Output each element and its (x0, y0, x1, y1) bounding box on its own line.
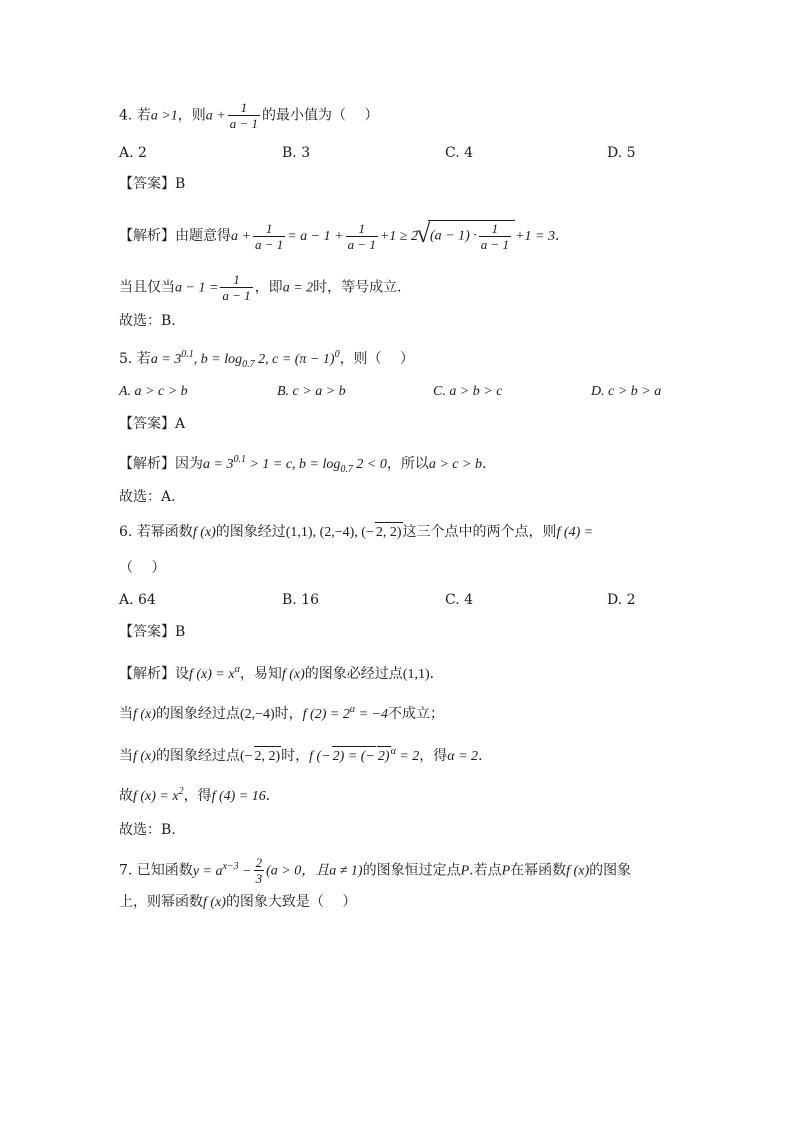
q4-analysis-frac-1-den: a − 1 (254, 236, 284, 252)
q4-cond-frac-num: 1 (220, 272, 252, 288)
q5-analysis-mid: ，所以 (386, 456, 429, 472)
q6-a4-expr: f $(x) = x^2$ (133, 786, 184, 804)
q6-a3-text2: 的图象经过点 (155, 748, 240, 764)
q6-analysis-line-3: 当f (x)的图象经过点(− 2, 2)时，f (− 2) = (− 2)$^\alpha$ = 2，得α = 2． (119, 742, 492, 767)
q6-stem-points-b: 2, 2) (375, 522, 403, 543)
q6-a2-fx: f (x) (133, 707, 156, 722)
q5-analysis-expr: $a = 3^{0.1} > 1 = c$, $b = \log_{0.7} 2 < 0$ (203, 454, 387, 475)
q7-stem-text3: 在幂函数 (510, 862, 567, 879)
q6-a4-text1: 故 (119, 788, 133, 804)
q7-stem-minus: − (238, 863, 252, 879)
q5-analysis-period: ． (481, 456, 496, 472)
q4-analysis-sqrt (418, 220, 515, 252)
q4-cond-mid: ，即 (254, 279, 283, 296)
q7-line2-text2: 的图象大致是（ ） (225, 894, 357, 910)
q4-stem-mid: ，则 (177, 107, 206, 124)
q4-analysis-expr-2: = a − 1 + (287, 229, 344, 244)
q7-stem-cond: (a > 0，且 (266, 863, 330, 879)
q6-stem-prefix: 6. 若幂函数 (119, 524, 193, 540)
q4-option-d: D. 5 (607, 145, 636, 161)
q4-condition (119, 272, 411, 303)
q5-analysis-label: 【解析】 (119, 456, 175, 472)
q4-analysis-frac-1-num: 1 (253, 221, 285, 237)
q6-a2-expr-text2: = −4 (355, 707, 388, 722)
q4-analysis-expr-4: +1 = 3 (515, 229, 555, 244)
q4-frac-den: a − 1 (229, 116, 258, 131)
q6-a2-expr-text: f (2) = 2 (302, 707, 350, 722)
q6-a1-text2: ，易知 (239, 666, 282, 682)
q6-analysis-line-2 (119, 700, 444, 725)
q7-stem-line-1 (119, 855, 631, 886)
q6-a1-text1: 设 (175, 666, 189, 682)
q6-a2-expr: f $(2) = 2^\alpha = -4$ (302, 704, 388, 722)
q5-stem-expr: $a = 3^{0.1}$, $b = \log_{0.7} 2$, $c = (\pi - 1)^0$ (150, 349, 340, 370)
q6-a3-expr-d: = 2 (395, 749, 420, 764)
q5-stem-suffix: ，则（ ） (339, 351, 415, 367)
q7-stem-prefix: 7. 已知函数 (119, 862, 193, 879)
q5-option-d: D. c > b > a (591, 384, 662, 399)
q6-paren: （ ） (119, 560, 166, 576)
q6-a3-expr-a: f (− (309, 749, 331, 764)
q7-stem-line-2 (119, 892, 356, 913)
q6-a3-text3: 时， (281, 748, 310, 764)
q7-stem-fraction (254, 855, 265, 886)
q6-a4-end: ． (265, 788, 280, 804)
q5-choice: 故选：A. (119, 489, 176, 505)
q6-a1-point: (1,1) (402, 667, 430, 682)
q4-analysis-frac-3-num: 1 (479, 221, 511, 237)
q7-stem-text2: .若点 (469, 862, 502, 879)
q4-stem-prefix: 4. 若 (119, 107, 151, 124)
q6-a1-fx: f (x) (281, 667, 305, 682)
q6-answer: 【答案】B (119, 624, 186, 640)
q6-a2-text3: 时， (274, 706, 303, 722)
q7-stem-func (192, 860, 252, 879)
q5-stem (119, 345, 414, 375)
q6-option-b: B. 16 (282, 592, 320, 608)
q4-analysis-frac-2-den: a − 1 (347, 236, 376, 252)
q7-frac-num: 2 (255, 855, 263, 870)
q6-a1-expr-text: f (x) = x (189, 667, 235, 682)
q6-option-a: A. 64 (119, 592, 156, 608)
q4-option-a: A. 2 (119, 145, 147, 161)
q6-a1-expr: f $(x) = x^\alpha$ (189, 664, 240, 682)
q6-analysis-line-1 (119, 660, 444, 685)
q6-a1-end: ． (429, 666, 444, 682)
q6-option-c: C. 4 (445, 592, 474, 608)
q5-option-a: A. a > c > b (119, 384, 188, 399)
q4-answer: 【答案】B (119, 176, 186, 192)
q4-cond-frac (220, 272, 252, 303)
q6-analysis-line-4 (119, 782, 280, 807)
q6-a3-fx: f (x) (133, 749, 156, 764)
q7-stem-exp: x−3 (222, 860, 239, 872)
q6-a3-end: ． (478, 748, 493, 764)
q4-cond-suffix: 时，等号成立． (313, 279, 412, 296)
q6-a3-text1: 当 (119, 748, 133, 764)
q4-stem-cond: a >1 (150, 108, 178, 124)
q4-cond-eq: a = 2 (282, 280, 314, 296)
q6-a3-expr-b: 2) = (− (332, 746, 376, 767)
q4-stem-suffix: 的最小值为（ ） (262, 107, 379, 124)
q4-cond-frac-den: a − 1 (222, 288, 251, 303)
q5-answer: 【答案】A (119, 416, 186, 432)
q7-stem-y: y = a (192, 863, 223, 879)
q7-stem-cond2: a ≠ 1) (329, 863, 363, 879)
q4-analysis-frac-3-den: a − 1 (480, 237, 510, 252)
q4-analysis-radicand (428, 220, 515, 252)
q4-analysis-radicand-text: (a − 1) · (430, 228, 477, 244)
q7-stem-text: 的图象恒过定点 (362, 862, 461, 879)
q7-line2-text1: 上，则幂函数 (119, 894, 203, 910)
q5-analysis (119, 450, 496, 480)
q4-stem (119, 100, 378, 131)
q6-a4-expr-text: f (x) = x (133, 789, 179, 804)
q4-frac-num: 1 (228, 100, 260, 116)
q4-option-c: C. 4 (445, 145, 474, 161)
q4-choice: 故选：B. (119, 313, 176, 329)
q6-a4-text2: ，得 (183, 788, 212, 804)
q6-a4-f4: f (4) = 16 (211, 789, 266, 804)
q4-analysis-frac-2-num: 1 (346, 221, 378, 237)
q4-stem-expr: a + (205, 108, 226, 124)
q4-cond-expr: a − 1 = (175, 280, 219, 296)
q4-analysis-expr-3: +1 ≥ 2 (379, 229, 418, 244)
q4-option-b: B. 3 (282, 145, 311, 161)
q7-stem-fx: f (x) (566, 863, 590, 879)
q6-a2-point: (2,−4) (239, 707, 275, 722)
q6-stem (119, 522, 593, 543)
q6-stem-mid: 的图象经过 (215, 524, 286, 540)
q5-option-c: C. a > b > c (433, 384, 503, 399)
q4-analysis-period: ． (554, 228, 569, 244)
q6-a3-expr-c: 2) (377, 746, 391, 767)
q6-a3-point-b: 2, 2) (254, 746, 282, 767)
q4-analysis-frac-3 (479, 221, 511, 252)
q6-stem-points-a: (1,1), (2,−4), (− (285, 525, 374, 540)
q6-a2-text1: 当 (119, 706, 133, 722)
q6-a2-text4: 不成立； (388, 706, 444, 722)
q6-a2-text2: 的图象经过点 (155, 706, 240, 722)
q6-a3-alpha: α = 2 (447, 749, 479, 764)
q5-stem-prefix: 5. 若 (119, 351, 151, 367)
q7-stem-P: P (460, 863, 470, 879)
q4-stem-fraction (228, 100, 260, 131)
q4-analysis-label: 【解析】 (119, 228, 175, 244)
q6-choice: 故选：B. (119, 822, 176, 838)
q7-stem-P2: P (501, 863, 511, 879)
q6-stem-fx: f (x) (192, 525, 216, 540)
q4-analysis (119, 220, 569, 252)
q7-line2-fx: f (x) (203, 895, 226, 910)
q6-analysis-label: 【解析】 (119, 666, 175, 682)
q5-option-b: B. c > a > b (277, 384, 346, 399)
q7-stem-text4: 的图象 (589, 862, 632, 879)
q6-a3-text4: ，得 (419, 748, 448, 764)
q4-analysis-frac-1 (253, 221, 285, 252)
q5-analysis-text: 因为 (175, 456, 203, 472)
q4-analysis-frac-2 (346, 221, 378, 252)
q5-analysis-conclusion: a > c > b (428, 457, 482, 472)
q7-frac-den: 3 (255, 871, 263, 886)
q6-stem-suffix: 这三个点中的两个点，则 (402, 524, 557, 540)
q4-cond-prefix: 当且仅当 (119, 279, 175, 296)
q6-stem-f4: f (4) = (556, 525, 594, 540)
q4-analysis-text: 由题意得 (175, 228, 231, 244)
q6-a1-text3: 的图象必经过点 (304, 666, 403, 682)
q6-option-d: D. 2 (607, 592, 636, 608)
q6-a3-point-a: (− (239, 749, 253, 764)
q4-analysis-expr-1: a + (231, 229, 251, 244)
